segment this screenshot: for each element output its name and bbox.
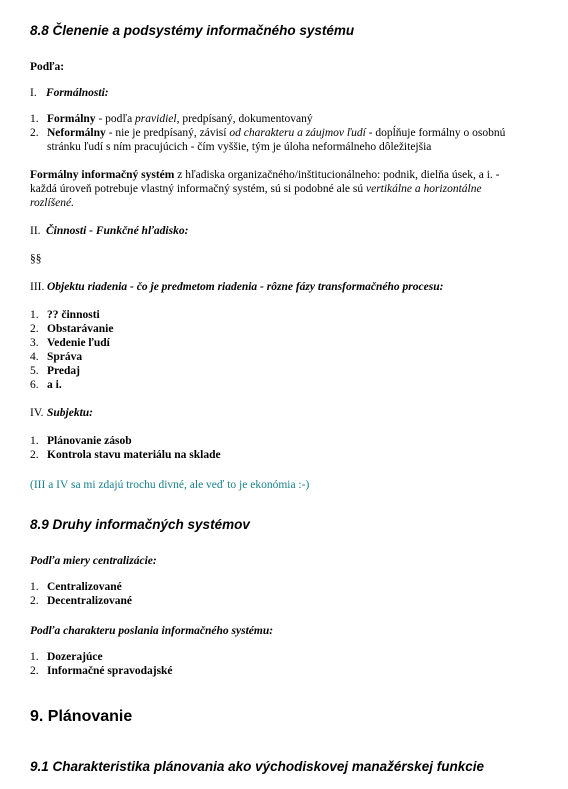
paragraph-line: rozlíšené. [30,197,74,209]
item-text: - nie je predpísaný, závisí [105,127,230,139]
list-item [30,364,80,378]
paragraph-term: Formálny informačný systém [30,169,175,181]
item-text: Dozerajúce [47,651,103,663]
item-number: 6. [30,379,39,391]
section-iv-heading [30,406,93,420]
item-text: Informačné spravodajské [47,665,173,677]
item-text: a i. [47,379,62,391]
paragraph-text: z hľadiska organizačného/inštitucionálneho: podnik, dielňa úsek, a i. - [174,169,500,181]
section-heading-8-8: 8.8 Členenie a podsystémy informačného systému [30,23,355,38]
list-item [30,580,122,594]
comment-note: (III a IV sa mi zdajú trochu divné, ale veď to je ekonómia :-) [30,479,310,491]
item-number: 5. [30,365,39,377]
section-title: Činnosti - Funkčné hľadisko: [46,225,189,237]
list-item [30,126,505,140]
item-text: Decentralizované [47,595,132,607]
section-heading-8-9: 8.9 Druhy informačných systémov [30,517,250,532]
subsection-label: Podľa miery centralizácie: [30,555,157,567]
section-title: Subjektu: [47,407,94,419]
list-item [30,322,113,336]
item-number: 1. [30,113,39,125]
subsection-label: Podľa charakteru poslania informačného systému: [30,625,274,637]
item-text: Správa [47,351,83,363]
item-number: 3. [30,337,39,349]
list-item [30,336,110,350]
list-item [30,650,103,664]
roman-numeral: IV. [30,407,44,419]
item-text: Obstarávanie [47,323,114,335]
paragraph-text: každá úroveň potrebuje vlastný informačný systém, sú si podobné ale sú [30,183,366,195]
list-item [30,308,100,322]
section-i-heading [30,86,109,100]
item-text: Plánovanie zásob [47,435,132,447]
list-item [30,664,173,678]
section-title: Objektu riadenia - čo je predmetom riadenia - rôzne fázy transformačného procesu: [47,281,444,293]
item-term: Formálny [47,113,96,125]
item-number: 1. [30,651,39,663]
paragraph-italic: vertikálne a horizontálne [365,183,482,195]
section-heading-9-1: 9.1 Charakteristika plánovania ako východiskovej manažérskej funkcie [30,759,484,774]
item-number: 2. [30,665,39,677]
roman-numeral: I. [30,87,37,99]
podla-label: Podľa: [30,61,65,73]
list-item [30,378,62,392]
item-number: 1. [30,309,39,321]
item-number: 2. [30,595,39,607]
item-text: Kontrola stavu materiálu na sklade [47,449,221,461]
item-number: 2. [30,449,39,461]
item-text-rest: , predpísaný, dokumentovaný [176,113,313,125]
section-title: Formálnosti: [46,87,109,99]
roman-numeral: II. [30,225,41,237]
item-italic: pravidiel [135,113,177,125]
item-italic: od charakteru a záujmov ľudí [229,127,366,139]
chapter-heading-9: 9. Plánovanie [30,708,133,725]
item-number: 2. [30,323,39,335]
item-text: Predaj [47,365,81,377]
list-item [30,448,221,462]
roman-numeral: III. [30,281,45,293]
paragraph-line [30,182,482,196]
item-number: 1. [30,581,39,593]
list-item [30,350,82,364]
paragraph-symbol: §§ [30,253,42,265]
list-item [30,594,132,608]
item-text: Centralizované [47,581,122,593]
list-item [30,434,132,448]
item-number: 4. [30,351,39,363]
paragraph-line [30,168,499,182]
list-item [30,112,313,126]
item-text: - podľa [95,113,136,125]
section-ii-heading [30,224,188,238]
item-number: 1. [30,435,39,447]
item-number: 2. [30,127,39,139]
item-text: Vedenie ľudí [47,337,110,349]
list-item-continuation: stránku ľudí s ním pracujúcich - čím vyššie, tým je úloha neformálneho dôležitejšia [47,141,432,153]
section-iii-heading [30,280,443,294]
item-text-rest: - dopĺňuje formálny o osobnú [365,127,506,139]
item-text: ?? činnosti [47,309,100,321]
item-term: Neformálny [47,127,106,139]
